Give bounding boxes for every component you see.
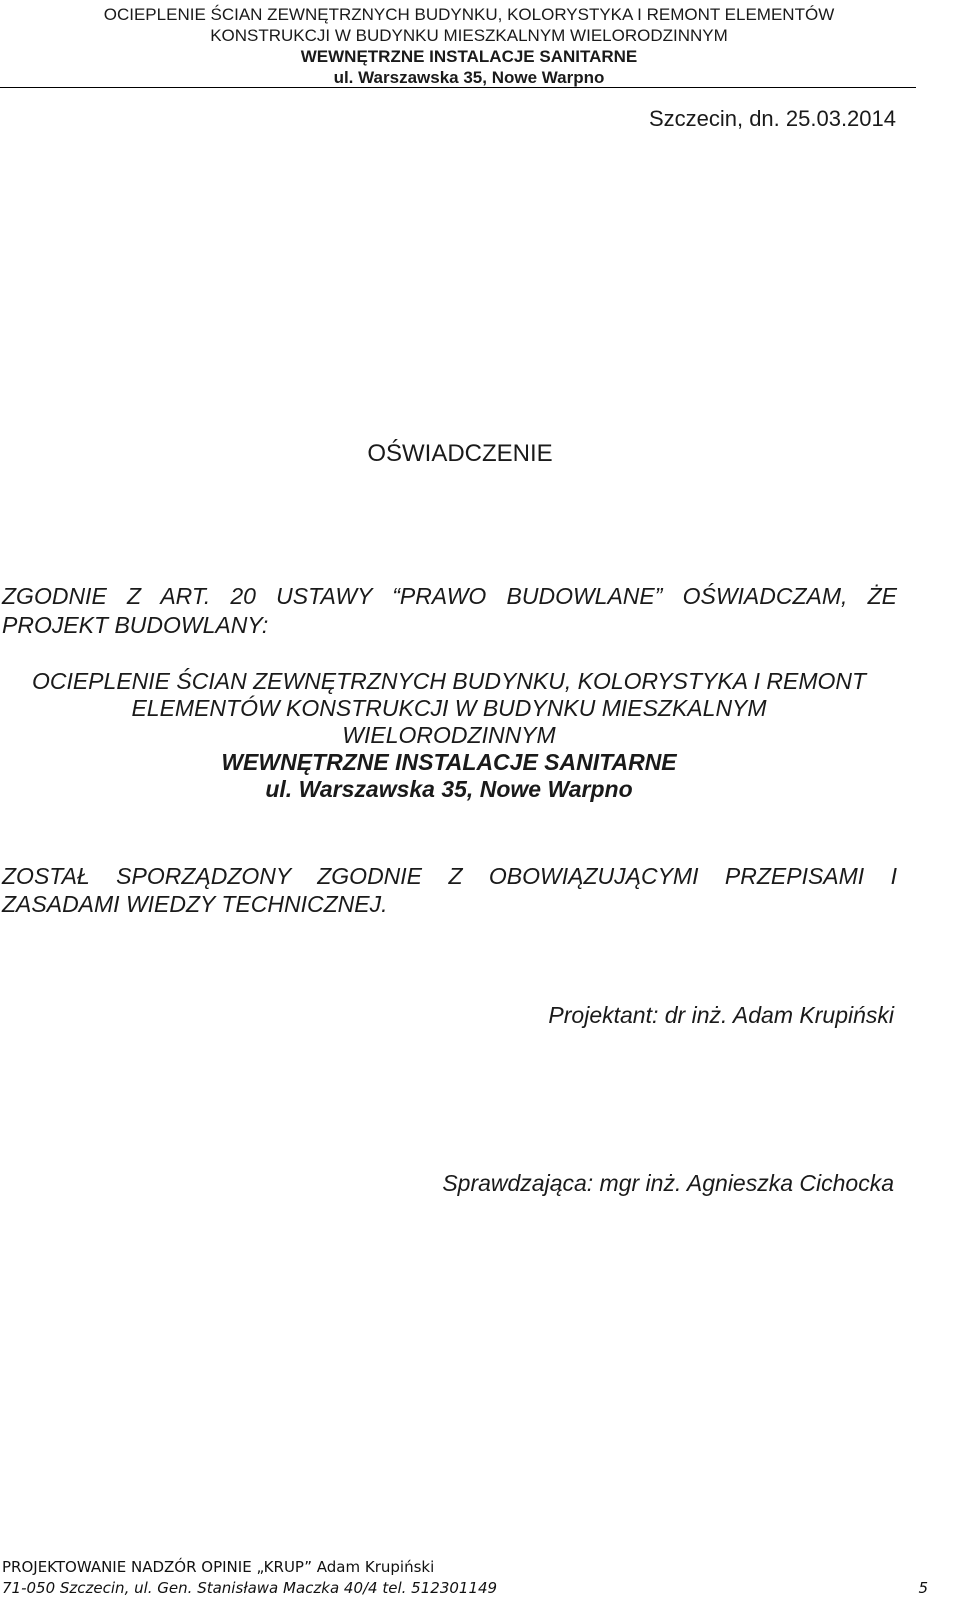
- footer-company: PROJEKTOWANIE NADZÓR OPINIE „KRUP” Adam Krupiński: [2, 1558, 435, 1576]
- subject-address: ul. Warszawska 35, Nowe Warpno: [265, 776, 633, 802]
- subject-line-3: WIELORODZINNYM: [342, 722, 556, 748]
- document-title: OŚWIADCZENIE: [367, 440, 553, 467]
- footer-address-line: [2, 1578, 928, 1599]
- subject-line-2: ELEMENTÓW KONSTRUKCJI W BUDYNKU MIESZKALNYM: [131, 695, 767, 721]
- conclusion-line-2: ZASADAMI WIEDZY TECHNICZNEJ.: [2, 891, 388, 917]
- designer-signature: Projektant: dr inż. Adam Krupiński: [548, 1002, 894, 1028]
- statement-conclusion: [2, 862, 897, 918]
- checker-signature: Sprawdzająca: mgr inż. Agnieszka Cichocka: [442, 1170, 894, 1196]
- header-title-line-3: WEWNĘTRZNE INSTALACJE SANITARNE: [300, 47, 638, 66]
- header-address: ul. Warszawska 35, Nowe Warpno: [333, 68, 605, 87]
- header-title-line-1: OCIEPLENIE ŚCIAN ZEWNĘTRZNYCH BUDYNKU, KOLORYSTYKA I REMONT ELEMENTÓW: [103, 5, 835, 24]
- page-footer: [2, 1557, 928, 1599]
- page-header: [0, 4, 938, 88]
- page-number: 5: [918, 1579, 928, 1597]
- project-subject: [0, 668, 898, 803]
- subject-line-4: WEWNĘTRZNE INSTALACJE SANITARNE: [221, 749, 677, 775]
- header-divider: [0, 87, 916, 88]
- document-date: Szczecin, dn. 25.03.2014: [648, 106, 896, 131]
- statement-intro: ZGODNIE Z ART. 20 USTAWY “PRAWO BUDOWLANE” OŚWIADCZAM, ŻE PROJEKT BUDOWLANY:: [2, 583, 897, 638]
- footer-address: 71-050 Szczecin, ul. Gen. Stanisława Maczka 40/4 tel. 512301149: [2, 1579, 498, 1597]
- subject-line-1: OCIEPLENIE ŚCIAN ZEWNĘTRZNYCH BUDYNKU, KOLORYSTYKA I REMONT: [31, 668, 867, 694]
- header-title-line-2: KONSTRUKCJI W BUDYNKU MIESZKALNYM WIELORODZINNYM: [210, 26, 728, 45]
- conclusion-line-1: ZOSTAŁ SPORZĄDZONY ZGODNIE Z OBOWIĄZUJĄCYMI PRZEPISAMI I: [2, 863, 897, 889]
